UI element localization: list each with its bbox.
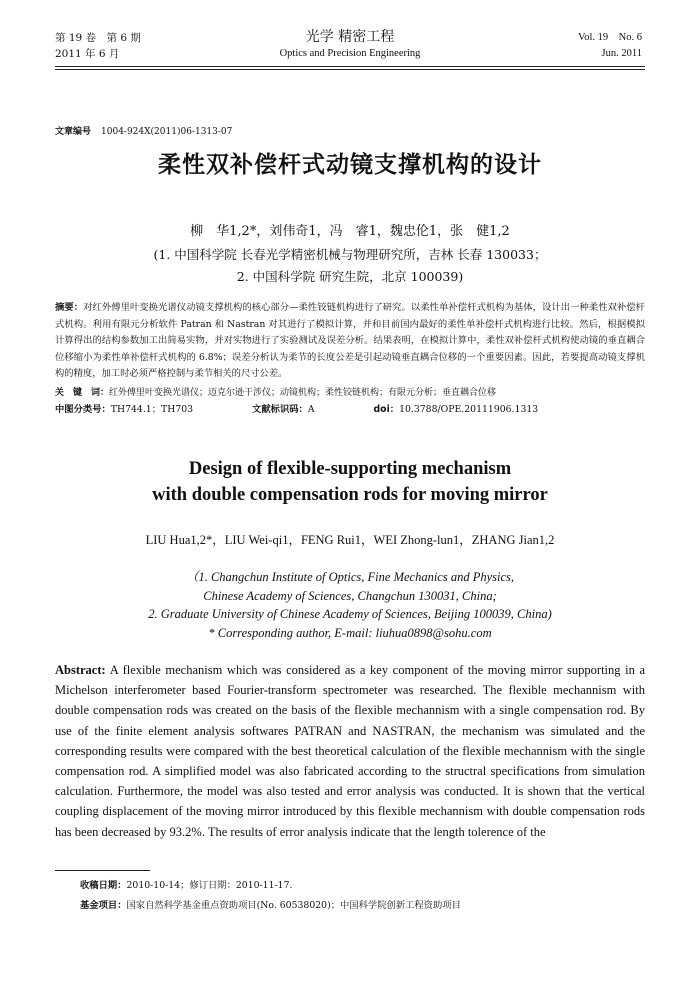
abstract-en [55, 660, 645, 842]
date-cn: 2011 年 6 月 [55, 48, 120, 60]
affiliation-en-2: Chinese Academy of Sciences, Changchun 130031, China; [203, 588, 497, 603]
affiliation-cn-1: (1. 中国科学院 长春光学精密机械与物理研究所，吉林 长春 130033； [153, 247, 547, 262]
affiliation-en-3: 2. Graduate University of Chinese Academy of Sciences, Beijing 100039, China) [148, 607, 552, 621]
abstract-cn [55, 300, 645, 383]
footnote-rule [55, 870, 150, 871]
article-number [55, 124, 232, 137]
date-en: Jun. 2011 [601, 48, 642, 59]
affiliation-en-1: （1. Changchun Institute of Optics, Fine Mechanics and Physics, [185, 570, 515, 584]
volume-issue-cn: 第 19 卷 第 6 期 [55, 32, 141, 44]
article-number-value: 1004-924X(2011)06-1313-07 [101, 127, 233, 137]
corresponding-author: * Corresponding author, E-mail: liuhua0898@sohu.com [208, 625, 492, 640]
affiliations-cn [0, 244, 700, 288]
footnote-funding: 基金项目：国家自然科学基金重点资助项目(No. 60538020)；中国科学院创新工程资助项目 [80, 900, 461, 911]
footnote-dates: 收稿日期：2010-10-14；修订日期：2010-11-17. [80, 880, 293, 891]
header-rule-top [55, 66, 645, 67]
abstract-cn-text: 对红外傅里叶变换光谱仪动镜支撑机构的核心部分—柔性铰链机构进行了研究。以柔性单补偿杆式机构为基体，设计出一种柔性双补偿杆式机构。利用有限元分析软件 Patran 和 Nastran 对其进行了模拟计算，并和目前国内最好的柔性单补偿杆式机构进行比较。然后，根据模拟计算得出的结构参数加工出简易实物，并对实物进行了实验测试及误差分析。结果表明，在模拟计算中，柔性双补偿杆式机构使动镜的垂直耦合位移缩小为柔性单补偿杆式机构的 6.8%；误差分析认为柔节的长度公差是引起动镜垂直耦合位移的一个重要因素。因此，若要提高动镜支撑机构的精度，加工时必须严格控制与柔节相关的尺寸公差。 [55, 302, 645, 380]
title-cn: 柔性双补偿杆式动镜支撑机构的设计 [158, 152, 542, 178]
authors-en: LIU Hua1,2*，LIU Wei-qi1，FENG Rui1，WEI Zhong-lun1，ZHANG Jian1,2 [145, 533, 555, 547]
title-en-line-2: with double compensation rods for moving mirror [152, 485, 548, 505]
document-code: 文献标识码：A [252, 404, 315, 415]
keywords-cn-label: 关 键 词： [55, 388, 110, 398]
doi: doi：10.3788/OPE.20111906.1313 [373, 404, 539, 415]
clc-number: 中图分类号：TH744.1；TH703 [55, 404, 194, 415]
article-number-label: 文章编号 [55, 127, 92, 137]
abstract-cn-label: 摘要： [55, 302, 84, 313]
affiliation-cn-2: 2. 中国科学院 研究生院，北京 100039) [236, 269, 464, 284]
journal-name-cn: 光学 精密工程 [305, 29, 395, 45]
volume-issue-en: Vol. 19 No. 6 [578, 32, 642, 43]
authors-cn: 柳 华1,2*，刘伟奇1，冯 睿1，魏忠伦1，张 健1,2 [190, 224, 510, 239]
footnotes [80, 876, 640, 916]
abstract-en-text: A flexible mechanism which was considered as a key component of the moving mirror supporting in a Michelson interferometer based Fourier-transform spectrometer was researched. The flexible mechannism with double compensation rods was created on the basis of the flexible mechannism with a single compensation rod. By use of the finite element analysis softwares PATRAN and NASTRAN, the mechanism was simulated and the corresponding results were compared with the best theoretical calculation of the flexible mechannism with the single compensation rod. A simplified model was also fabricated according to the structral specifications from simulation calculation. Furthermore, the model was also tested and error analysis was conducted. It is shown that the vertical coupling displacement of the moving mirror introduced by this flexible mechannism with double compensation rods has been decreased by 93.2%. The results of error analysis indicate that the length tolerence of the [55, 663, 645, 839]
abstract-en-label: Abstract: [55, 663, 106, 677]
classification-cn [55, 402, 645, 418]
affiliations-en [0, 568, 700, 642]
header-rule-bottom [55, 69, 645, 70]
header-right [578, 30, 642, 62]
title-en-line-1: Design of flexible-supporting mechanism [188, 459, 512, 479]
keywords-cn [55, 385, 645, 401]
journal-name-en: Optics and Precision Engineering [279, 48, 421, 59]
title-en [0, 456, 700, 508]
keywords-cn-text: 红外傅里叶变换光谱仪；迈克尔逊干涉仪；动镜机构；柔性铰链机构；有限元分析；垂直耦合位移 [109, 388, 497, 398]
